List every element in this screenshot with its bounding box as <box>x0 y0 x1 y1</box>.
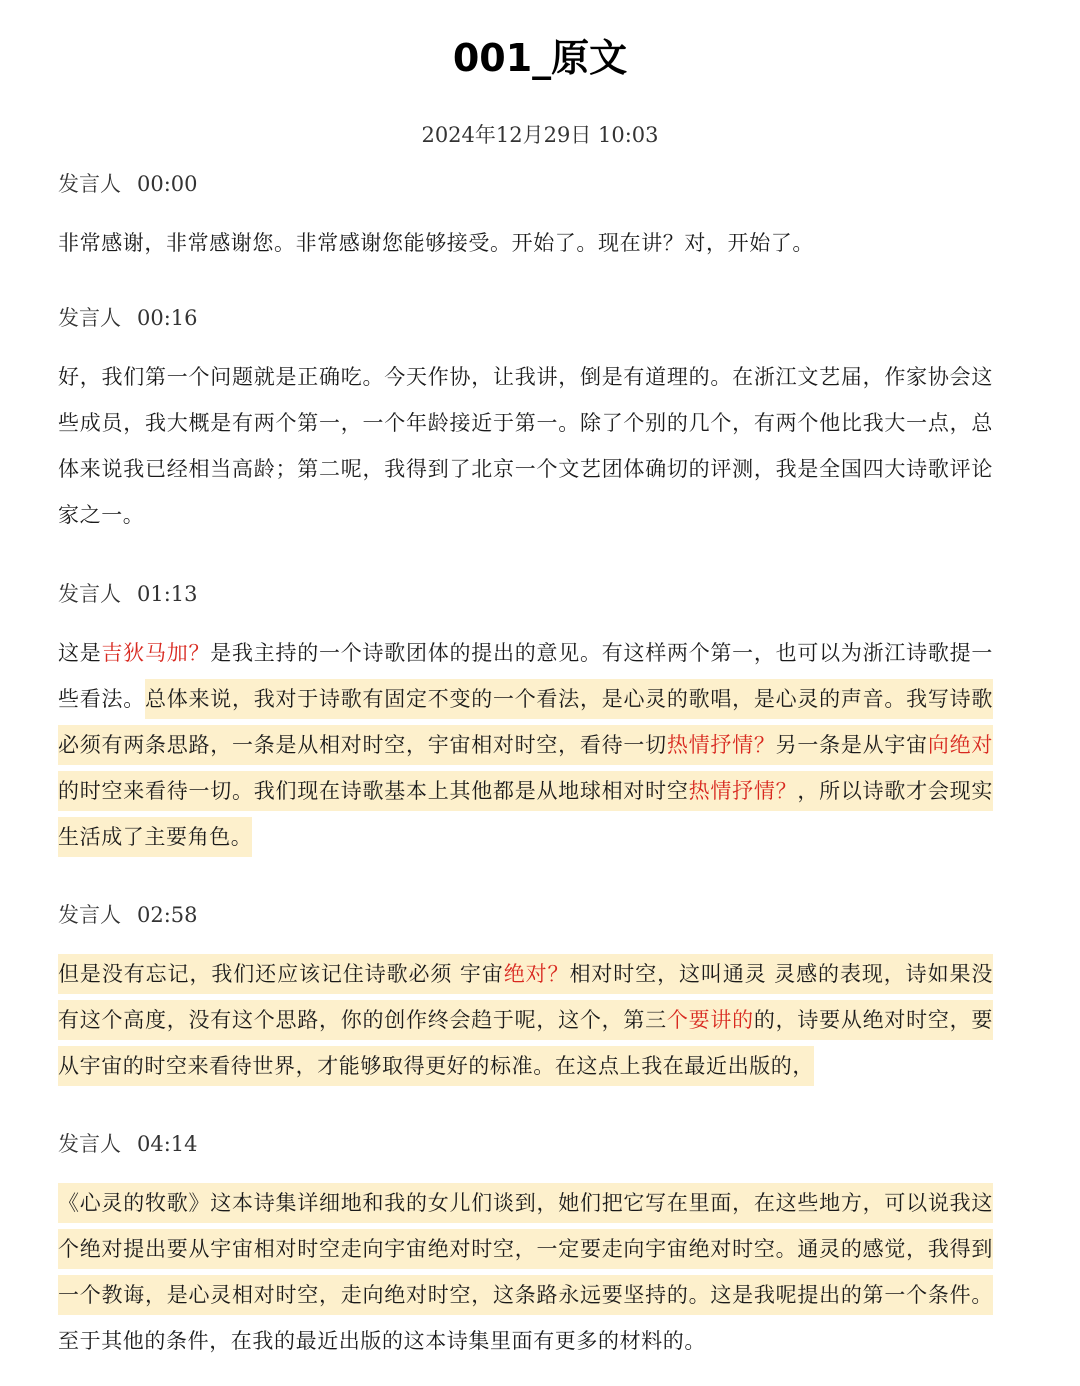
flagged-text: 吉狄马加？ <box>101 641 211 665</box>
text-span: 至于其他的条件，在我的最近出版的这本诗集里面有更多的材料的。 <box>58 1329 706 1353</box>
timestamp: 01:13 <box>137 582 198 606</box>
speaker-label: 发言人 <box>58 172 121 196</box>
highlighted-text: 《心灵的牧歌》这本诗集详细地和我的女儿们谈到，她们把它写在里面，在这些地方，可以说我这个绝对提出要从宇宙相对时空走向宇宙绝对时空，一定要走向宇宙绝对时空。通灵的感觉，我得到一个教诲，是心灵相对时空，走向绝对时空，这条路永远要坚持的。这是我呢提出的第一个条件。 <box>58 1183 993 1315</box>
speaker-label: 发言人 <box>58 306 121 330</box>
text-span: 是我主持的一个诗歌团体的提出的意见。有这样两个第一，也可以为浙江诗歌提一些看法。 <box>58 641 994 711</box>
transcript-paragraph: 非常感谢，非常感谢您。非常感谢您能够接受。开始了。现在讲？对，开始了。 <box>58 231 814 255</box>
speaker-header <box>58 901 993 929</box>
highlighted-text: 的时空来看待一切。我们现在诗歌基本上其他都是从地球相对时空 <box>58 771 689 811</box>
transcript-section <box>58 304 993 538</box>
speaker-label: 发言人 <box>58 903 121 927</box>
speaker-header <box>58 304 993 332</box>
transcript-paragraph <box>58 951 993 1089</box>
speaker-header <box>58 170 993 198</box>
highlighted-text: 另一条是从宇宙 <box>776 725 928 765</box>
text-span: 这是 <box>58 641 102 665</box>
highlighted-text: 但是没有忘记，我们还应该记住诗歌必须 宇宙 <box>58 954 504 994</box>
flagged-text: 热情抒情？ <box>667 725 776 765</box>
transcript-paragraph <box>58 1180 993 1364</box>
transcript-paragraph: 好，我们第一个问题就是正确吃。今天作协，让我讲，倒是有道理的。在浙江文艺届，作家协会这些成员，我大概是有两个第一，一个年龄接近于第一。除了个别的几个，有两个他比我大一点，总体来说我已经相当高龄；第二呢，我得到了北京一个文艺团体确切的评测，我是全国四大诗歌评论家之一。 <box>58 365 993 527</box>
transcript-paragraph <box>58 630 993 860</box>
flagged-text: 向绝对 <box>928 725 993 765</box>
highlighted-text: 总体来说，我对于诗歌有固定不变的一个看法，是心灵的歌唱，是心灵的声音。我写诗歌必须有两条思路，一条是从相对时空，宇宙相对时空，看待一切 <box>58 679 993 765</box>
timestamp: 00:16 <box>137 306 198 330</box>
timestamp: 04:14 <box>137 1132 198 1156</box>
timestamp: 02:58 <box>137 903 198 927</box>
highlighted-text: 相对时空，这叫通灵 灵感的表现，诗如果没有这个高度，没有这个思路，你的创作终会趋于呢，这个，第三 <box>58 954 993 1040</box>
document-title: 001_原文 <box>452 36 628 80</box>
transcript-section <box>58 580 993 860</box>
highlighted-text: 的，诗要从绝对时空，要从宇宙的时空来看待世界，才能够取得更好的标准。在这点上我在最近出版的， <box>58 1000 993 1086</box>
flagged-text: 绝对？ <box>504 954 570 994</box>
transcript-section <box>58 1130 993 1364</box>
document-date: 2024年12月29日 10:03 <box>421 123 659 147</box>
speaker-label: 发言人 <box>58 1132 121 1156</box>
transcript-section <box>58 170 993 266</box>
transcript-section <box>58 901 993 1089</box>
flagged-text: 热情抒情？ <box>689 771 798 811</box>
flagged-text: 个要讲的 <box>667 1000 754 1040</box>
speaker-header <box>58 580 993 608</box>
speaker-header <box>58 1130 993 1158</box>
speaker-label: 发言人 <box>58 582 121 606</box>
timestamp: 00:00 <box>137 172 198 196</box>
highlighted-text: ，所以诗歌才会现实生活成了主要角色。 <box>58 771 993 857</box>
